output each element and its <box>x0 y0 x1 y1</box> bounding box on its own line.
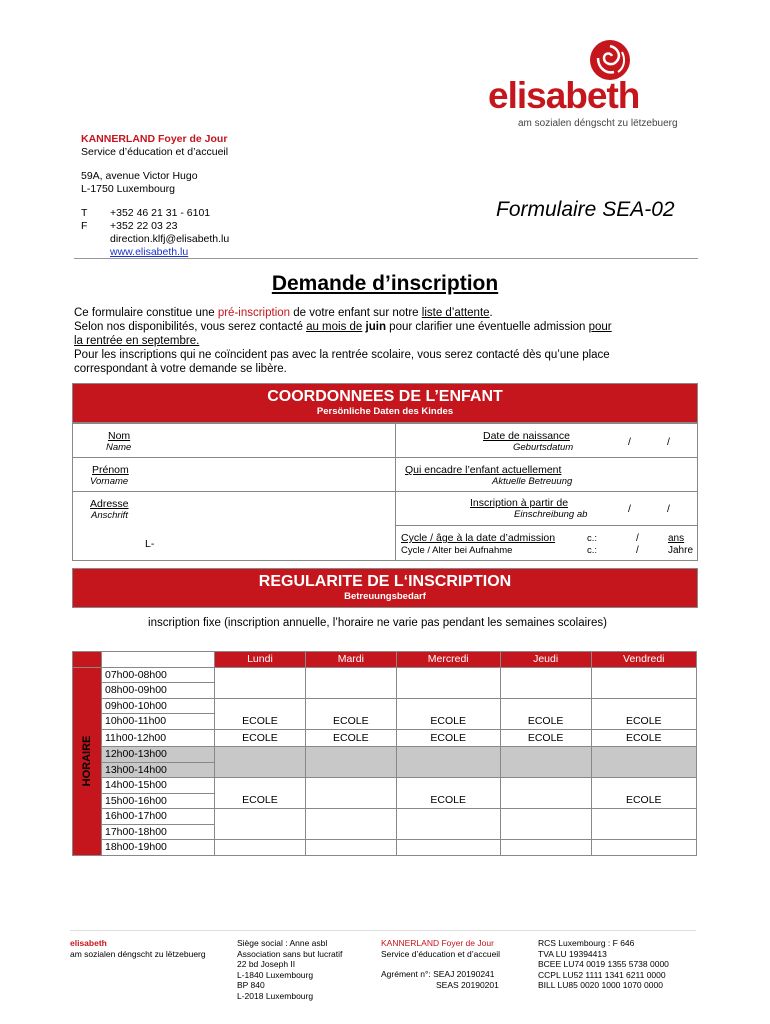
schedule-cell[interactable]: ECOLE <box>396 698 500 729</box>
footer-line: BP 840 <box>237 980 265 990</box>
time-slot-label: 07h00-08h00 <box>102 667 215 683</box>
org-block <box>81 133 341 259</box>
form-code: Formulaire SEA-02 <box>496 198 675 221</box>
schedule-cell[interactable] <box>591 809 696 840</box>
jahre-label: Jahre <box>668 545 694 556</box>
time-slot-label: 12h00-13h00 <box>102 747 215 763</box>
schedule-cell[interactable] <box>500 667 591 698</box>
day-header: Mardi <box>305 652 396 668</box>
schedule-cell[interactable] <box>396 840 500 856</box>
intro-text-part: Selon nos disponibilités, vous serez contacté <box>74 321 307 333</box>
schedule-table <box>72 651 697 856</box>
schedule-cell[interactable]: ECOLE <box>215 698 306 729</box>
cycle-separator: / <box>636 545 639 556</box>
time-slot-label: 18h00-19h00 <box>102 840 215 856</box>
logo-wordmark: elisabeth <box>488 75 640 116</box>
footer-brand-name: elisabeth <box>70 938 107 948</box>
schedule-cell[interactable] <box>305 747 396 778</box>
care-label: Qui encadre l’enfant actuellement <box>405 464 562 476</box>
schedule-cell[interactable]: ECOLE <box>215 778 306 809</box>
schedule-cell[interactable]: ECOLE <box>591 729 696 747</box>
org-service: Service d’éducation et d’accueil <box>81 146 229 158</box>
footer-spacer <box>381 959 500 969</box>
schedule-cell[interactable]: ECOLE <box>591 698 696 729</box>
cycle-separator: / <box>636 533 639 544</box>
regularite-section-subtitle: Betreuungsbedarf <box>344 591 426 602</box>
schedule-cell[interactable]: ECOLE <box>591 778 696 809</box>
nom-label-de: Name <box>106 442 132 453</box>
prenom-label: Prénom <box>92 464 129 476</box>
date-separator: / <box>667 436 670 448</box>
schedule-cell[interactable] <box>305 778 396 809</box>
adresse-label: Adresse <box>90 498 129 510</box>
prenom-field[interactable] <box>73 458 395 491</box>
schedule-cell[interactable]: ECOLE <box>305 698 396 729</box>
schedule-cell[interactable] <box>215 840 306 856</box>
intro-text <box>74 306 699 376</box>
horaire-label-text: HORAIRE <box>81 735 93 787</box>
date-separator: / <box>628 503 631 515</box>
adresse-field[interactable] <box>73 492 395 560</box>
intro-text-part: Ce formulaire constitue une <box>74 307 218 319</box>
schedule-cell[interactable] <box>500 747 591 778</box>
logo <box>488 38 698 133</box>
adresse-label-de: Anschrift <box>91 510 128 521</box>
footer-line: L-2018 Luxembourg <box>237 990 314 1001</box>
intro-highlight: pré-inscription <box>217 307 291 319</box>
footer-line: Agrément n°: SEAJ 20190241 <box>381 969 495 979</box>
schedule-cell[interactable] <box>500 809 591 840</box>
schedule-corner <box>73 652 102 668</box>
dob-label-de: Geburtsdatum <box>513 442 574 453</box>
time-slot-label: 14h00-15h00 <box>102 778 215 794</box>
ans-label: ans <box>668 533 685 544</box>
care-field[interactable] <box>396 458 697 491</box>
schedule-row <box>73 747 697 763</box>
date-separator: / <box>667 503 670 515</box>
org-tel: +352 46 21 31 - 6101 <box>110 207 211 219</box>
start-label: Inscription à partir de <box>470 497 569 509</box>
schedule-cell[interactable] <box>591 747 696 778</box>
header-divider <box>74 258 698 259</box>
footer-line: SEAS 20190201 <box>436 979 499 990</box>
time-slot-label: 15h00-16h00 <box>102 793 215 809</box>
child-section-subtitle: Persönliche Daten des Kindes <box>316 406 454 417</box>
intro-underlined: au mois de <box>306 321 363 333</box>
footer-col-kannerland <box>381 938 500 990</box>
intro-line: correspondant à votre demande se libère. <box>74 363 287 375</box>
child-details-form <box>72 423 698 561</box>
schedule-cell[interactable] <box>500 840 591 856</box>
footer-line: Association sans but lucratif <box>237 948 343 959</box>
schedule-cell[interactable] <box>215 809 306 840</box>
footer-brand-tagline: am sozialen déngscht zu lëtzebuerg <box>70 948 206 959</box>
footer-line: BILL LU85 0020 1000 1070 0000 <box>538 980 663 990</box>
org-name: KANNERLAND Foyer de Jour <box>81 133 228 145</box>
time-slot-label: 13h00-14h00 <box>102 762 215 778</box>
footer-col-brand <box>70 938 206 959</box>
schedule-cell[interactable] <box>305 809 396 840</box>
footer-col-siege <box>237 938 342 1001</box>
footer-org-name: KANNERLAND Foyer de Jour <box>381 938 494 948</box>
start-label-de: Einschreibung ab <box>514 509 588 520</box>
footer-line: 22 bd Joseph II <box>237 959 296 969</box>
intro-text-part: . <box>489 307 493 319</box>
schedule-cell[interactable] <box>591 667 696 698</box>
footer-line: TVA LU 19394413 <box>538 948 607 959</box>
org-fax: +352 22 03 23 <box>110 220 178 232</box>
horaire-side-label <box>73 667 102 855</box>
org-website-link[interactable]: www.elisabeth.lu <box>110 246 189 258</box>
org-address-line2: L-1750 Luxembourg <box>81 183 175 195</box>
schedule-cell[interactable]: ECOLE <box>500 698 591 729</box>
schedule-row <box>73 809 697 825</box>
schedule-cell[interactable] <box>396 747 500 778</box>
nom-label: Nom <box>108 430 131 442</box>
schedule-cell[interactable] <box>396 667 500 698</box>
prenom-label-de: Vorname <box>90 476 129 487</box>
regularite-section-header <box>72 568 698 608</box>
intro-bold: juin <box>365 321 386 333</box>
footer-line: BCEE LU74 0019 1355 5738 0000 <box>538 959 669 969</box>
schedule-cell[interactable] <box>215 747 306 778</box>
schedule-cell[interactable]: ECOLE <box>305 729 396 747</box>
intro-text-part: de votre enfant sur notre <box>290 307 422 319</box>
time-slot-label: 08h00-09h00 <box>102 683 215 699</box>
schedule-cell[interactable] <box>500 778 591 809</box>
intro-underlined: liste d’attente <box>421 307 490 319</box>
time-slot-label: 10h00-11h00 <box>102 714 215 730</box>
fax-label: F <box>81 220 88 232</box>
schedule-cell[interactable]: ECOLE <box>396 778 500 809</box>
day-header: Mercredi <box>396 652 500 668</box>
footer-divider <box>70 930 696 931</box>
schedule-cell[interactable] <box>591 840 696 856</box>
footer-line: RCS Luxembourg : F 646 <box>538 938 635 948</box>
footer-col-bank <box>538 938 669 991</box>
schedule-cell[interactable]: ECOLE <box>215 729 306 747</box>
postal-prefix: L- <box>145 538 155 550</box>
schedule-row <box>73 840 697 856</box>
org-email[interactable]: direction.klfj@elisabeth.lu <box>110 233 230 245</box>
care-label-de: Aktuelle Betreuung <box>492 476 573 487</box>
dob-label: Date de naissance <box>483 430 570 442</box>
time-slot-label: 16h00-17h00 <box>102 809 215 825</box>
time-slot-label: 17h00-18h00 <box>102 824 215 840</box>
cycle-c-label: c.: <box>587 545 598 556</box>
child-section-header <box>72 383 698 423</box>
regularite-section-title: REGULARITE DE L‘INSCRIPTION <box>258 573 512 590</box>
schedule-row <box>73 667 697 683</box>
intro-text-part: pour clarifier une éventuelle admission <box>385 321 589 333</box>
footer-line: CCPL LU52 1111 1341 6211 0000 <box>538 969 666 980</box>
schedule-row <box>73 698 697 714</box>
schedule-corner-blank <box>102 652 215 668</box>
day-header: Lundi <box>215 652 306 668</box>
intro-underlined-line: la rentrée en septembre. <box>74 335 200 347</box>
dob-field[interactable] <box>396 424 697 457</box>
schedule-cell[interactable]: ECOLE <box>500 729 591 747</box>
day-header: Jeudi <box>500 652 591 668</box>
time-slot-label: 11h00-12h00 <box>102 729 215 747</box>
org-address-line1: 59A, avenue Victor Hugo <box>81 170 198 182</box>
inscription-fixe-note: inscription fixe (inscription annuelle, l’horaire ne varie pas pendant les semaines scolaires) <box>148 617 607 629</box>
page-title: Demande d’inscription <box>271 272 499 295</box>
cycle-label: Cycle / âge à la date d’admission <box>401 532 556 544</box>
cycle-c-label: c.: <box>587 533 598 544</box>
child-section-title: COORDONNEES DE L’ENFANT <box>267 388 503 405</box>
tel-label: T <box>81 207 88 219</box>
time-slot-label: 09h00-10h00 <box>102 698 215 714</box>
cycle-label-de: Cycle / Alter bei Aufnahme <box>401 545 513 556</box>
cycle-age-field[interactable] <box>396 526 697 560</box>
start-date-field[interactable] <box>396 492 697 525</box>
schedule-cell[interactable] <box>305 667 396 698</box>
day-header: Vendredi <box>591 652 696 668</box>
schedule-cell[interactable] <box>396 809 500 840</box>
footer-line: Siège social : Anne asbl <box>237 938 328 948</box>
footer-line: Service d’éducation et d’accueil <box>381 948 501 959</box>
schedule-cell[interactable]: ECOLE <box>396 729 500 747</box>
logo-tagline: am sozialen déngscht zu lëtzebuerg <box>518 118 678 129</box>
schedule-row <box>73 729 697 747</box>
schedule-header-row <box>73 652 697 668</box>
nom-field[interactable] <box>73 424 395 457</box>
intro-underlined: pour <box>588 321 612 333</box>
schedule-row <box>73 778 697 794</box>
date-separator: / <box>628 436 631 448</box>
schedule-cell[interactable] <box>215 667 306 698</box>
schedule-cell[interactable] <box>305 840 396 856</box>
footer-line: L-1840 Luxembourg <box>237 969 314 980</box>
intro-line: Pour les inscriptions qui ne coïncident pas avec la rentrée scolaire, vous serez contacté dès qu’une place <box>74 349 610 361</box>
